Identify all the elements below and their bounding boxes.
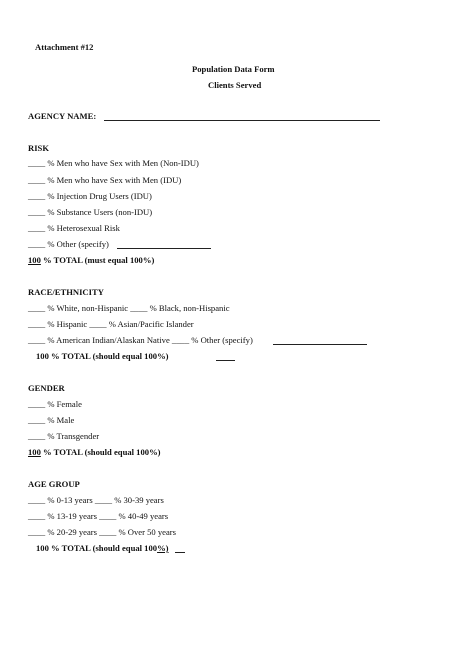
gender-transgender-blank[interactable]: ____	[28, 431, 46, 441]
risk-msm-idu-label: % Men who have Sex with Men (IDU)	[47, 175, 182, 185]
age-13-19-blank[interactable]: ____	[28, 511, 46, 521]
gender-female-row	[28, 399, 82, 409]
risk-substance-blank[interactable]: ____	[28, 207, 46, 217]
risk-msm-idu-row	[28, 175, 181, 185]
gender-transgender-label: % Transgender	[47, 431, 100, 441]
risk-msm-nonidu-row	[28, 158, 199, 168]
race-white-blank[interactable]: ____	[28, 303, 46, 313]
risk-idu-row	[28, 191, 152, 201]
agency-name-label: AGENCY NAME:	[28, 111, 97, 121]
attachment-label: Attachment #12	[35, 42, 94, 52]
risk-other-blank[interactable]: ____	[28, 239, 46, 249]
race-heading: RACE/ETHNICITY	[28, 287, 104, 297]
risk-hetero-row	[28, 223, 120, 233]
risk-idu-blank[interactable]: ____	[28, 191, 46, 201]
risk-substance-label: % Substance Users (non-IDU)	[47, 207, 153, 217]
gender-total-label: % TOTAL (should equal 100%)	[43, 447, 161, 457]
age-0-13-label: % 0-13 years	[47, 495, 93, 505]
gender-heading: GENDER	[28, 383, 65, 393]
age-40-49-blank[interactable]: ____	[99, 511, 117, 521]
gender-transgender-row	[28, 431, 99, 441]
risk-total-row	[28, 255, 154, 265]
risk-other-row	[28, 239, 109, 249]
age-30-39-blank[interactable]: ____	[94, 495, 113, 505]
risk-heading: RISK	[28, 143, 50, 153]
race-other-label: % Other (specify)	[191, 335, 253, 345]
age-20-29-blank[interactable]: ____	[28, 527, 46, 537]
race-white-label: % White, non-Hispanic	[47, 303, 129, 313]
race-native-blank[interactable]: ____	[28, 335, 46, 345]
gender-female-blank[interactable]: ____	[28, 399, 46, 409]
race-row-2	[28, 319, 194, 329]
risk-hetero-blank[interactable]: ____	[28, 223, 46, 233]
risk-substance-row	[28, 207, 152, 217]
risk-total-label: % TOTAL (must equal 100%)	[43, 255, 155, 265]
risk-msm-nonidu-label: % Men who have Sex with Men (Non-IDU)	[47, 158, 199, 168]
risk-hetero-label: % Heterosexual Risk	[47, 223, 120, 233]
race-black-label: % Black, non-Hispanic	[149, 303, 230, 313]
race-other-blank[interactable]: ____	[171, 335, 190, 345]
race-hispanic-blank[interactable]: ____	[28, 319, 46, 329]
gender-total-value: 100	[28, 447, 41, 457]
age-13-19-label: % 13-19 years	[47, 511, 97, 521]
age-heading: AGE GROUP	[28, 479, 80, 489]
risk-msm-idu-blank[interactable]: ____	[28, 175, 46, 185]
race-row-3	[28, 335, 253, 345]
agency-name-field[interactable]	[104, 120, 380, 121]
race-asian-blank[interactable]: ____	[89, 319, 107, 329]
race-asian-label: % Asian/Pacific Islander	[108, 319, 194, 329]
race-total-field[interactable]	[216, 360, 235, 361]
race-native-label: % American Indian/Alaskan Native	[47, 335, 170, 345]
age-row-2	[28, 511, 168, 521]
gender-male-label: % Male	[47, 415, 75, 425]
race-other-specify-field[interactable]	[273, 344, 367, 345]
age-over-50-blank[interactable]: ____	[99, 527, 117, 537]
form-subtitle: Clients Served	[208, 80, 262, 90]
age-total-field[interactable]	[175, 552, 185, 553]
age-0-13-blank[interactable]: ____	[28, 495, 46, 505]
gender-male-blank[interactable]: ____	[28, 415, 46, 425]
gender-male-row	[28, 415, 74, 425]
age-30-39-label: % 30-39 years	[114, 495, 164, 505]
risk-other-specify-field[interactable]	[117, 248, 211, 249]
age-total-row	[36, 543, 169, 553]
risk-total-value: 100	[28, 255, 41, 265]
risk-msm-nonidu-blank[interactable]: ____	[28, 158, 46, 168]
form-title: Population Data Form	[192, 64, 275, 74]
age-20-29-label: % 20-29 years	[47, 527, 97, 537]
gender-female-label: % Female	[47, 399, 82, 409]
age-total-label: 100 % TOTAL (should equal 100	[36, 543, 158, 553]
age-row-3	[28, 527, 176, 537]
gender-total-row	[28, 447, 161, 457]
race-hispanic-label: % Hispanic	[47, 319, 88, 329]
age-40-49-label: % 40-49 years	[118, 511, 169, 521]
race-black-blank[interactable]: ____	[130, 303, 148, 313]
race-row-1	[28, 303, 230, 313]
age-total-label-end: %)	[157, 543, 169, 553]
race-total-label: 100 % TOTAL (should equal 100%)	[36, 351, 169, 361]
risk-idu-label: % Injection Drug Users (IDU)	[47, 191, 152, 201]
risk-other-label: % Other (specify)	[47, 239, 109, 249]
age-over-50-label: % Over 50 years	[118, 527, 176, 537]
age-row-1	[28, 495, 164, 505]
